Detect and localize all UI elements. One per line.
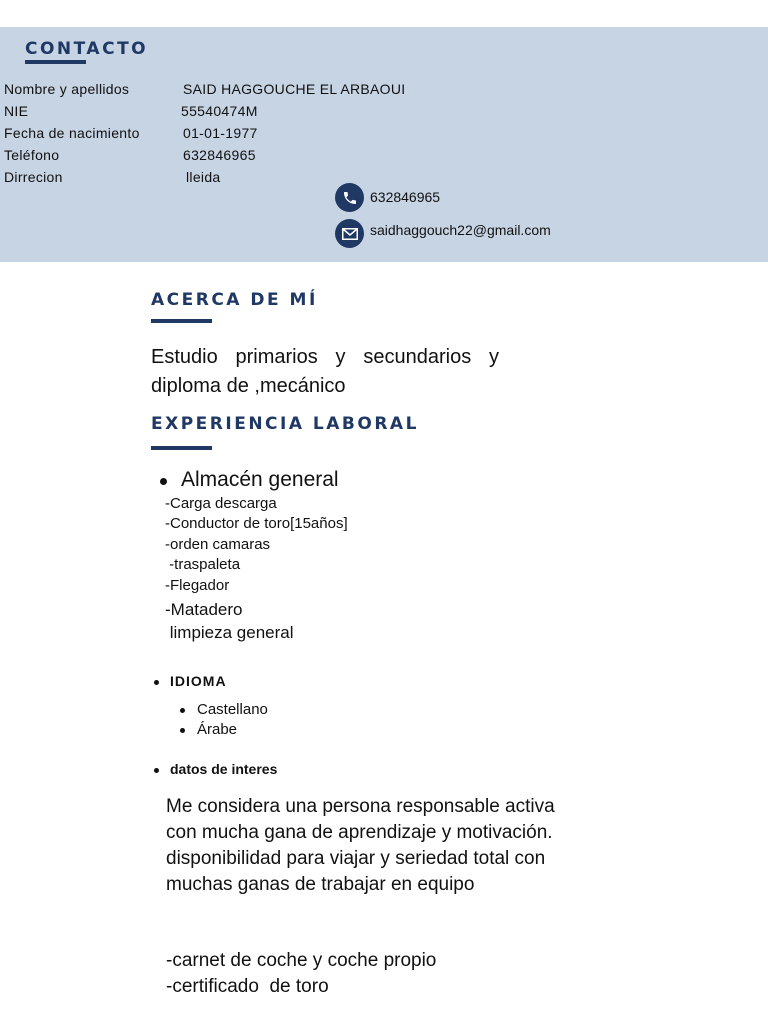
job-task: -Conductor de toro[15años] — [165, 515, 348, 532]
phone-icon — [335, 183, 364, 212]
language-bullet — [180, 728, 185, 733]
job-title: Almacén general — [181, 468, 339, 491]
contact-label-name: Nombre y apellidos — [4, 81, 130, 97]
about-line-2: diploma de ,mecánico — [151, 375, 346, 397]
contact-value-phone: 632846965 — [183, 147, 256, 163]
contact-value-nie: 55540474M — [181, 103, 258, 119]
contact-email-link[interactable]: saidhaggouch22@gmail.com — [370, 222, 551, 238]
job-task: -traspaleta — [165, 556, 241, 573]
language-item: Árabe — [197, 721, 238, 738]
contact-value-address: lleida — [186, 169, 221, 185]
interests-paragraph-line: disponibilidad para viajar y seriedad total con — [166, 848, 546, 869]
languages-bullet — [154, 680, 159, 685]
job-task: -orden camaras — [165, 536, 271, 553]
interests-paragraph-line: muchas ganas de trabajar en equipo — [166, 874, 475, 895]
contact-label-phone: Teléfono — [4, 147, 60, 163]
contact-title: CONTACTO — [25, 39, 149, 59]
contact-label-address: Dirrecion — [4, 169, 63, 185]
about-line-1: Estudio primarios y secundarios y — [151, 346, 499, 368]
interests-item: -carnet de coche y coche propio — [166, 950, 437, 971]
contact-phone-link[interactable]: 632846965 — [370, 189, 441, 205]
contact-label-nie: NIE — [4, 103, 29, 119]
interests-paragraph-line: Me considera una persona responsable activa — [166, 796, 555, 817]
about-title-rule — [151, 319, 212, 323]
experience-title-rule — [151, 446, 212, 450]
interests-title: datos de interes — [170, 761, 278, 777]
job-bullet — [160, 478, 167, 485]
interests-bullet — [154, 768, 159, 773]
job-extra-line: limpieza general — [165, 623, 294, 642]
contact-value-birthdate: 01-01-1977 — [183, 125, 258, 141]
email-icon — [335, 219, 364, 248]
contact-title-rule — [25, 60, 86, 64]
about-title: ACERCA DE MÍ — [151, 290, 318, 310]
contact-value-name: SAID HAGGOUCHE EL ARBAOUI — [183, 81, 406, 97]
languages-title: IDIOMA — [170, 673, 227, 689]
experience-title: EXPERIENCIA LABORAL — [151, 414, 419, 434]
job-task: -Flegador — [165, 577, 230, 594]
interests-item: -certificado de toro — [166, 976, 329, 997]
interests-paragraph-line: con mucha gana de aprendizaje y motivación. — [166, 822, 553, 843]
language-item: Castellano — [197, 701, 268, 718]
job-extra-line: -Matadero — [165, 600, 243, 619]
contact-label-birthdate: Fecha de nacimiento — [4, 125, 140, 141]
job-task: -Carga descarga — [165, 495, 277, 512]
language-bullet — [180, 708, 185, 713]
